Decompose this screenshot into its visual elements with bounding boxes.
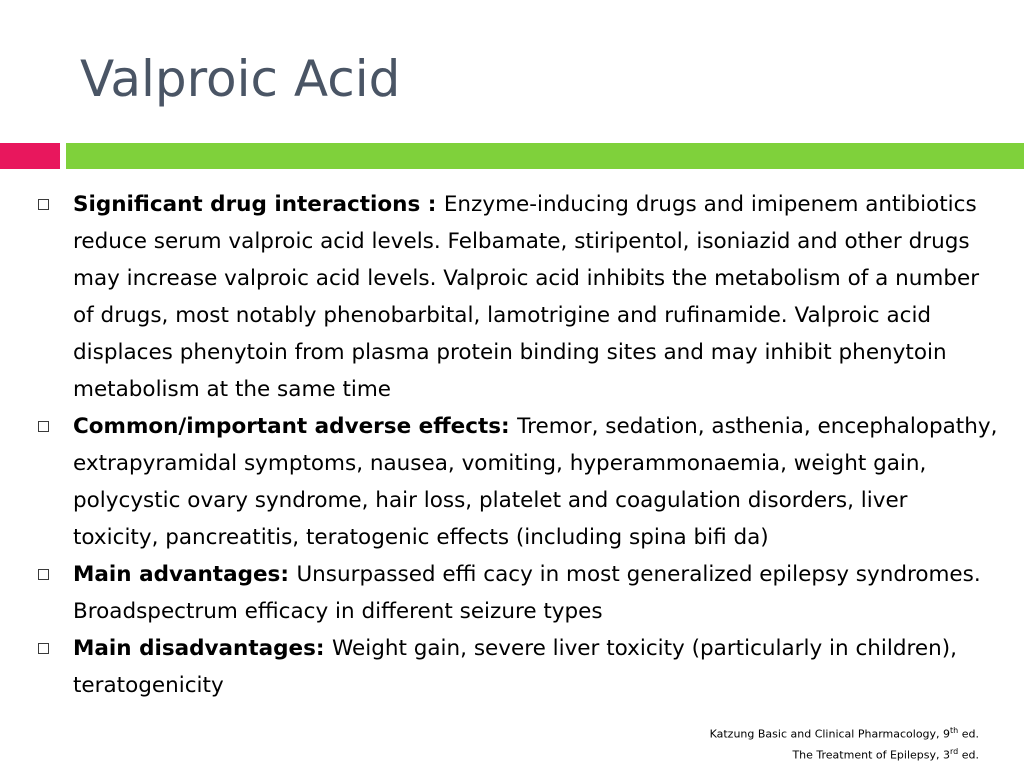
reference-line-1: [710, 722, 979, 743]
reference-superscript: th: [950, 726, 959, 735]
bullet-item-advantages: [38, 556, 998, 630]
square-bullet-icon: [38, 421, 49, 432]
reference-text: The Treatment of Epilepsy, 3: [792, 748, 951, 762]
bullet-lead: Main disadvantages:: [73, 636, 332, 661]
bullet-lead: Significant drug interactions :: [73, 192, 444, 217]
bullet-lead: Main advantages:: [73, 562, 297, 587]
bullet-text: Tremor, sedation, asthenia, encephalopathy, extrapyramidal symptoms, nausea, vomiting, hyperammonaemia, weight gain, polycystic ovary syndrome, hair loss, platelet and coagulation disorders, liver toxicity, pancreatitis, teratogenic effects (including spina bifi da): [73, 414, 998, 550]
bullet-item-interactions: [38, 186, 998, 408]
reference-note: [710, 722, 979, 763]
reference-text: ed.: [958, 727, 979, 741]
reference-superscript: rd: [950, 746, 959, 756]
bullet-text: Enzyme-inducing drugs and imipenem antibiotics reduce serum valproic acid levels. Felbamate, stiripentol, isoniazid and other drugs may increase valproic acid levels. Valproic acid inhibits the metabolism of a number of drugs, most notably phenobarbital, lamotrigine and rufinamide. Valproic acid displaces phenytoin from plasma protein binding sites and may inhibit phenytoin metabolism at the same time: [73, 192, 980, 402]
reference-text: ed.: [958, 748, 979, 762]
bullet-item-disadvantages: [38, 630, 998, 704]
reference-line-2: [710, 743, 979, 764]
bullet-list: [38, 186, 998, 704]
square-bullet-icon: [38, 569, 49, 580]
square-bullet-icon: [38, 199, 49, 210]
bullet-text: Unsurpassed effi cacy in most generalized epilepsy syndromes. Broadspectrum efficacy in different seizure types: [73, 562, 981, 624]
bullet-item-adverse-effects: [38, 408, 998, 556]
reference-text: Katzung Basic and Clinical Pharmacology, 9: [709, 727, 951, 741]
square-bullet-icon: [38, 643, 49, 654]
slide-title: Valproic Acid: [80, 50, 401, 108]
bullet-lead: Common/important adverse effects:: [73, 414, 518, 439]
accent-bar-green: [66, 143, 1024, 169]
bullet-text: Weight gain, severe liver toxicity (particularly in children), teratogenicity: [73, 636, 957, 698]
accent-bar-pink: [0, 143, 60, 169]
